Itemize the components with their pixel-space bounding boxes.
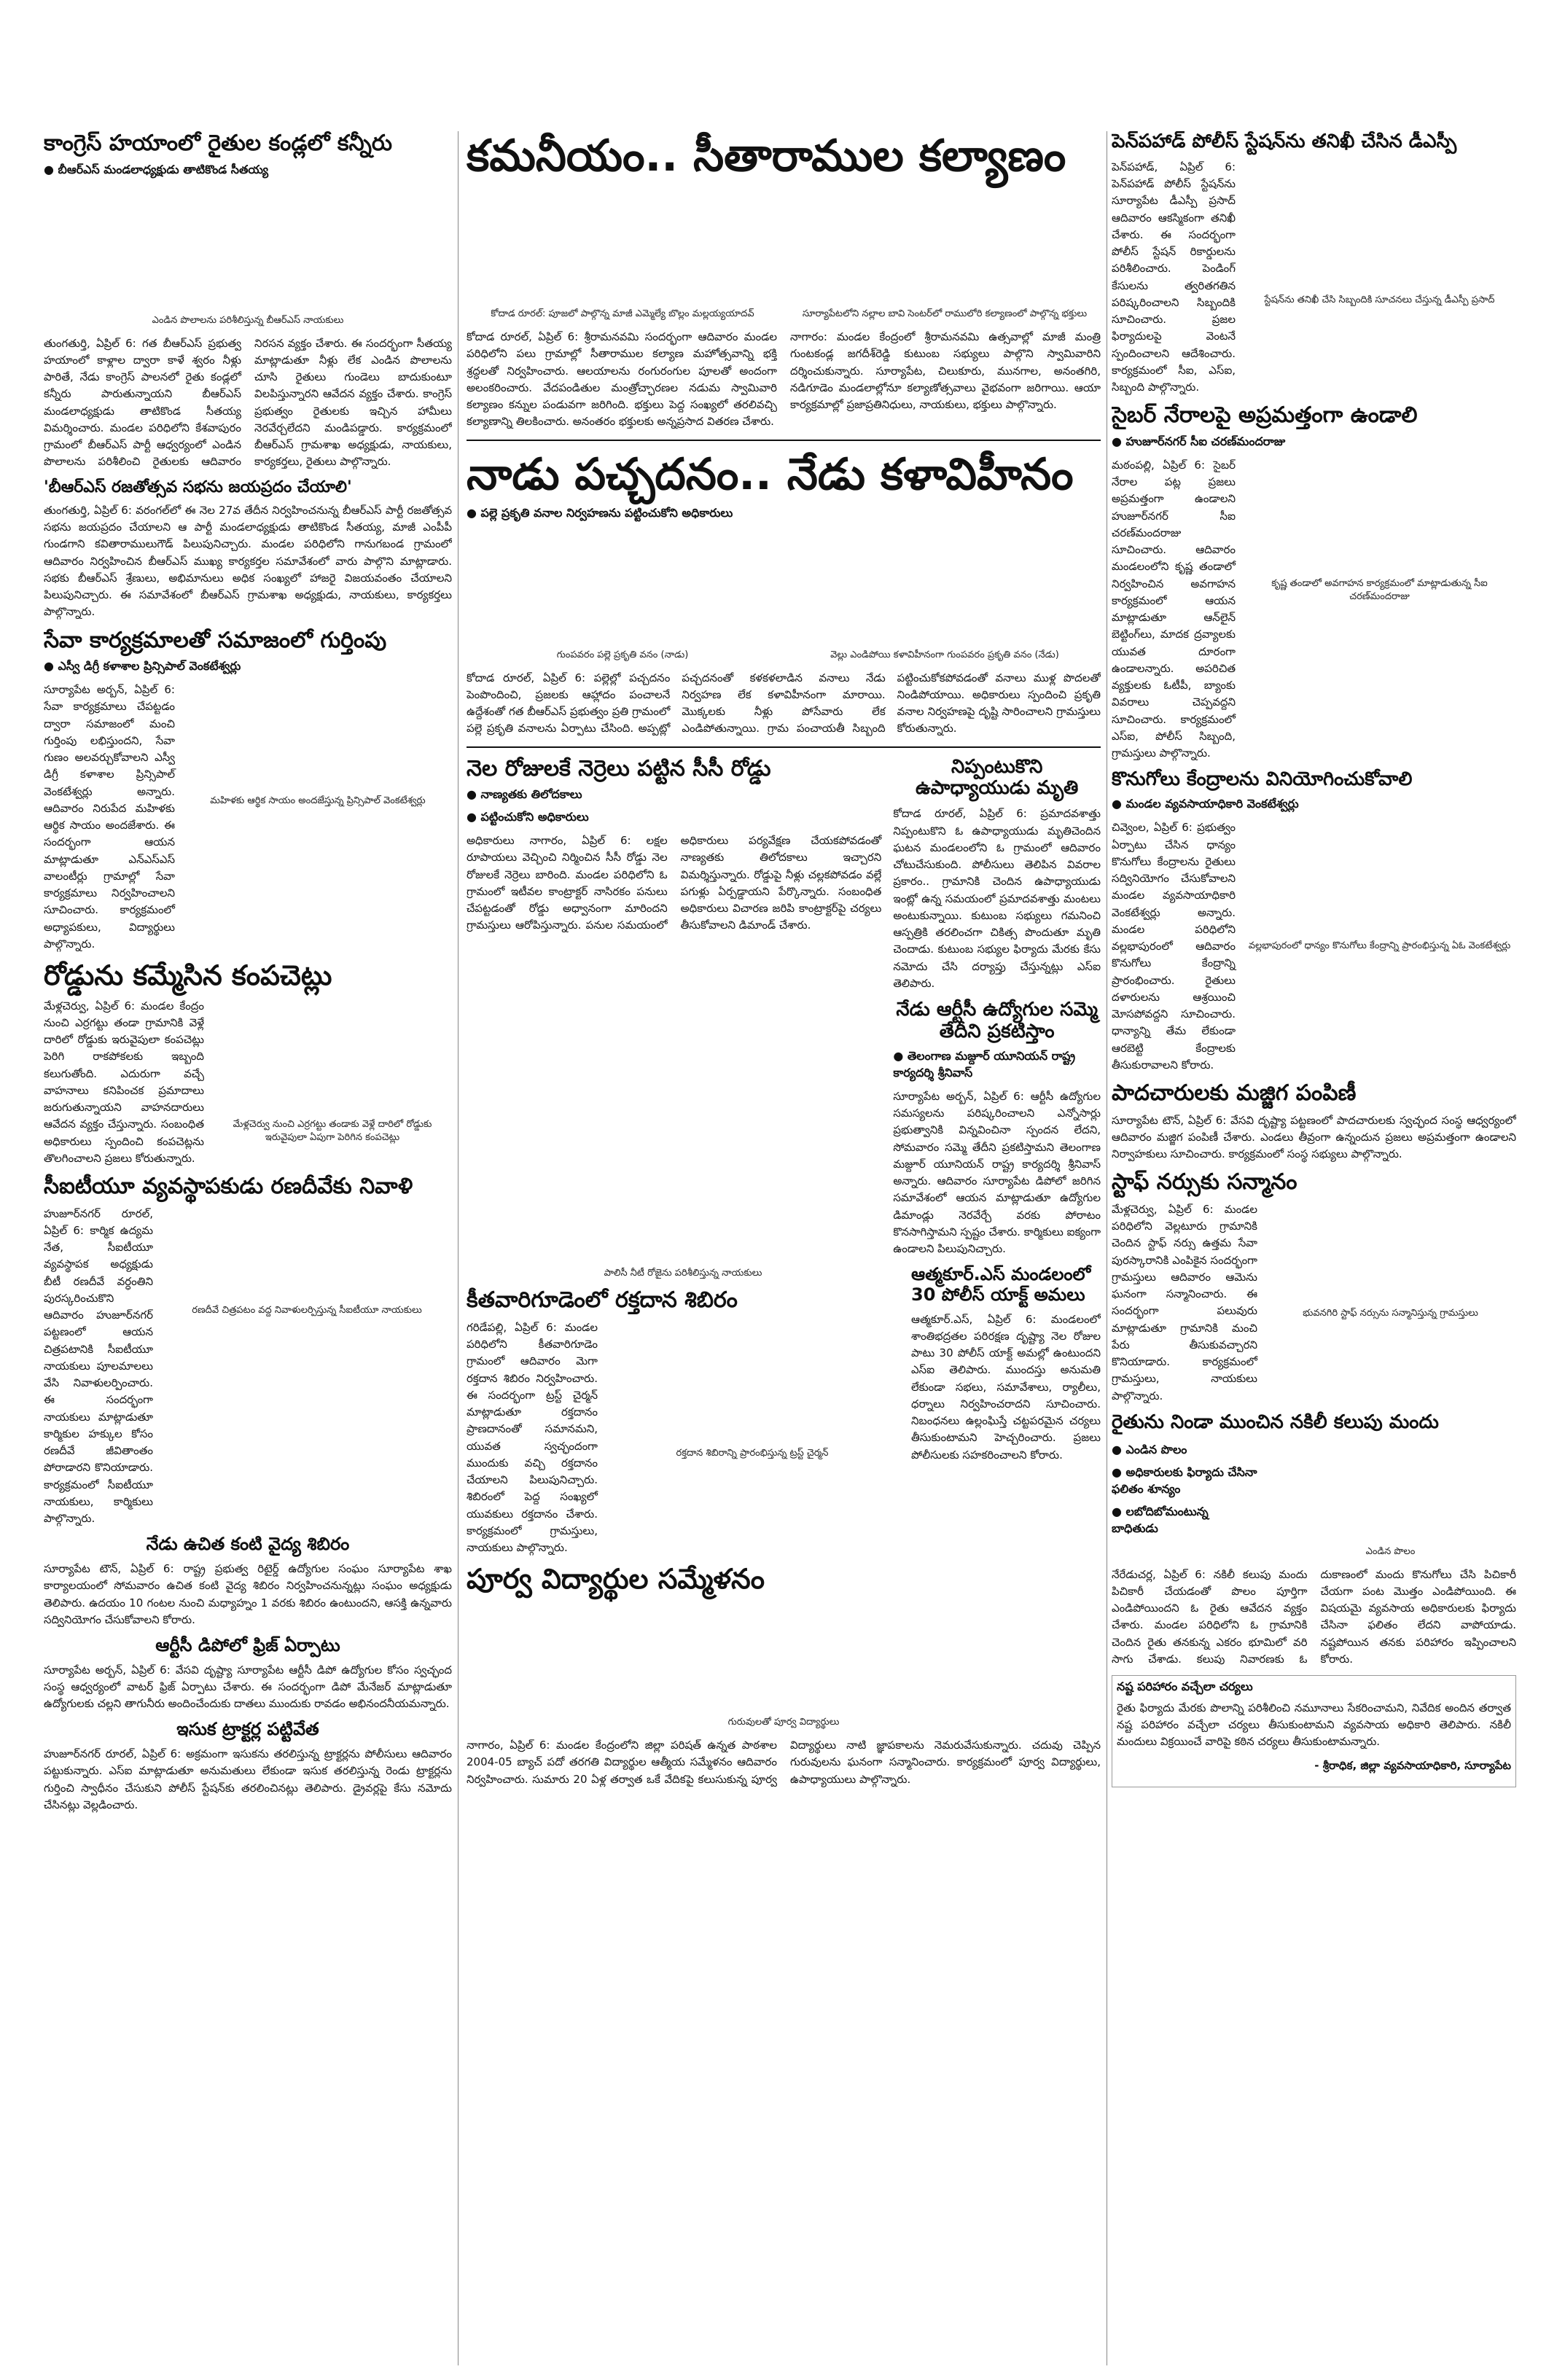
headline-farmers-tears: కాంగ్రెస్ హయాంలో రైతుల కండ్లలో కన్నీరు: [44, 131, 393, 156]
headline-eye-camp: నేడు ఉచిత కంటి వైద్య శిబిరం: [146, 1534, 350, 1555]
article-body: తుంగతుర్తి, ఏప్రిల్ 6: గత బీఆర్ఎస్ ప్రభుత్వ హయాంలో కాళ్లాల ద్వారా కాళే శ్వరం నీళ్లు పారితే, నేడు కాంగ్రెస్ పాలనలో రైతు కండ్లలో కన్నీరు పారుతున్నాయని బీఆర్ఎస్ మండలాధ్యక్షుడు తాటికొండ సీతయ్య విమర్శించారు. మండల పరిధిలోని కేశవాపురం గ్రామంలో బీఆర్ఎస్ పార్టీ ఆధ్వర్యంలో ఎండిన పొలాలను పరిశీలించి రైతులకు ఆదివారం నిరసన వ్యక్తం చేశారు. ఈ సందర్భంగా సీతయ్య మాట్లాడుతూ నీళ్లు లేక ఎండిన పొలాలను చూసి రైతులు గుండెలు బాదుకుంటూ విలపిస్తున్నారని ఆవేదన వ్యక్తం చేశారు. కాంగ్రెస్ ప్రభుత్వం రైతులకు ఇచ్చిన హామీలు నెరవేర్చలేదని మండిపడ్డారు. కార్యక్రమంలో బీఆర్ఎస్ గ్రామశాఖ అధ్యక్షుడు, నాయకులు, కార్యకర్తలు, రైతులు పాల్గొన్నారు.: [44, 336, 452, 469]
photo: [467, 195, 778, 304]
article-layout: [1112, 1201, 1516, 1412]
article-body: హుజూర్‌నగర్ రూరల్, ఏప్రిల్ 6: అక్రమంగా ఇసుకను తరలిస్తున్న ట్రాక్టర్లను పోలీసులు ఆదివారం పట్టుకున్నారు. ఎస్ఐ మాట్లాడుతూ అనుమతులు లేకుండా ఇసుక తరలిస్తున్న రెండు ట్రాక్టర్లను గుర్తించి స్వాధీనం చేసుకుని పోలీస్ స్టేషన్‌కు తరలించినట్లు తెలిపారు. డ్రైవర్లపై కేసు నమోదు చేసినట్లు వెల్లడించారు.: [44, 1747, 452, 1811]
photo-caption: వెల్లు ఎండిపోయి కళావిహీనంగా గుంపవరం ప్రకృతి వనం (నేడు): [830, 649, 1059, 660]
article-columns: [467, 329, 1101, 431]
photo-block: [1243, 159, 1516, 404]
article-body: కోదాడ రూరల్, ఏప్రిల్ 6: శ్రీరామనవమి సందర్భంగా ఆదివారం మండల పరిధిలోని పలు గ్రామాల్లో సీతారాముల కల్యాణ మహోత్సవాన్ని భక్తి శ్రద్ధలతో నిర్వహించారు. ఆలయాలను రంగురంగుల పూలతో అందంగా అలంకరించారు. వేదపండితుల మంత్రోచ్ఛారణల నడుమ స్వామివారి కల్యాణం కన్నుల పండువగా జరిగింది. భక్తులు పెద్ద సంఖ్యలో తరలివచ్చి కల్యాణాన్ని తిలకించారు. అనంతరం భక్తులకు అన్నప్రసాద వితరణ చేశారు.: [467, 330, 777, 429]
article-body: నాగారం, ఏప్రిల్ 6: మండల కేంద్రంలోని జిల్లా పరిషత్ ఉన్నత పాఠశాల 2004-05 బ్యాచ్ పదో తరగతి విద్యార్థుల ఆత్మీయ సమ్మేళనం ఆదివారం నిర్వహించారు. సుమారు 20 ఏళ్ల తర్వాత ఒకే వేదికపై కలుసుకున్న పూర్వ విద్యార్థులు నాటి జ్ఞాపకాలను నెమరువేసుకున్నారు. చదువు చెప్పిన గురువులను ఘనంగా సన్మానించారు. కార్యక్రమంలో పూర్వ విద్యార్థులు, ఉపాధ్యాయులు పాల్గొన్నారు.: [467, 1739, 1101, 1786]
article-blood-donation: [467, 1265, 900, 1564]
article-body: పెన్‌పహాడ్, ఏప్రిల్ 6: పెన్‌పహాడ్ పోలీస్ స్టేషన్‌ను సూర్యాపేట డీఎస్పీ ప్రసాద్ ఆదివారం ఆకస్మికంగా తనిఖీ చేశారు. ఈ సందర్భంగా పోలీస్ స్టేషన్ రికార్డులను పరిశీలించారు. పెండింగ్ కేసులను త్వరితగతిన పరిష్కరించాలని సిబ్బందికి సూచించారు. ప్రజల ఫిర్యాదులపై వెంటనే స్పందించాలని ఆదేశించారు. కార్యక్రమంలో సీఐ, ఎస్ఐ, సిబ్బంది పాల్గొన్నారు.: [1112, 160, 1236, 394]
photo-caption: మేళ్లచెర్వు నుంచి ఎర్రగట్టు తండాకు వెళ్లే దారిలో రోడ్డుకు ఇరువైపులా ఏపుగా పెరిగిన కంపచెట్లు: [233, 1118, 432, 1143]
photo: [467, 536, 778, 645]
photo-caption: పాలిసీ నీటీ రోజైను పరిశీలిస్తున్న నాయకులు: [604, 1268, 762, 1279]
article-body: సూర్యాపేట అర్బన్, ఏప్రిల్ 6: సేవా కార్యక్రమాలు చేపట్టడం ద్వారా సమాజంలో మంచి గుర్తింపు లభిస్తుందని, సేవా గుణం అలవర్చుకోవాలని ఎస్వీ డిగ్రీ కళాశాల ప్రిన్సిపాల్ వెంకటేశ్వర్లు అన్నారు. ఆదివారం నిరుపేద మహిళకు ఆర్థిక సాయం అందజేశారు. ఈ సందర్భంగా ఆయన మాట్లాడుతూ ఎన్ఎస్ఎస్ వాలంటీర్లు గ్రామాల్లో సేవా కార్యక్రమాలు నిర్వహించాలని సూచించారు. కార్యక్రమంలో అధ్యాపకులు, విద్యార్థులు పాల్గొన్నారు.: [44, 683, 175, 951]
byline: - శ్రీరాధిక, జిల్లా వ్యవసాయాధికారి, సూర్యాపేట: [1314, 1759, 1511, 1773]
article-body: అధికారులు నాగారం, ఏప్రిల్ 6: లక్షల రూపాయలు వెచ్చించి నిర్మించిన సీసీ రోడ్డు నెల రోజులకే నెర్రెలు బారింది. మండల పరిధిలోని ఓ గ్రామంలో ఇటీవల కాంట్రాక్టర్ నాసిరకం పనులు చేపట్టడంతో రోడ్డు అధ్వానంగా మారిందని గ్రామస్తులు ఆరోపిస్తున్నారు. పనుల సమయంలో అధికారులు పర్యవేక్షణ చేయకపోవడంతో నాణ్యతకు తిలోదకాలు ఇచ్చారని విమర్శిస్తున్నారు. రోడ్డుపై నీళ్లు చల్లకపోవడం వల్లే పగుళ్లు ఏర్పడ్డాయని పేర్కొన్నారు. సంబంధిత అధికారులు విచారణ జరిపి కాంట్రాక్టర్‌పై చర్యలు తీసుకోవాలని డిమాండ్ చేశారు.: [467, 834, 882, 932]
article-body: గరిడేపల్లి, ఏప్రిల్ 6: మండల పరిధిలోని కీతవారిగూడెం గ్రామంలో ఆదివారం మెగా రక్తదాన శిబిరం నిర్వహించారు. ఈ సందర్భంగా ట్రస్ట్ చైర్మన్ మాట్లాడుతూ రక్తదానం ప్రాణదానంతో సమానమని, యువత స్వచ్ఛందంగా ముందుకు వచ్చి రక్తదానం చేయాలని పిలుపునిచ్చారు. శిబిరంలో పెద్ద సంఖ్యలో యువకులు రక్తదానం చేశారు. కార్యక్రమంలో గ్రామస్తులు, నాయకులు పాల్గొన్నారు.: [467, 1320, 598, 1555]
photo: [789, 195, 1101, 304]
article-body: తుంగతుర్తి, ఏప్రిల్ 6: వరంగల్‌లో ఈ నెల 27వ తేదీన నిర్వహించనున్న బీఆర్ఎస్ పార్టీ రజతోత్సవ సభను జయప్రదం చేయాలని ఆ పార్టీ మండలాధ్యక్షుడు తాటికొండ సీతయ్య, మాజీ ఎంపీపీ గుండగాని కవితారాములుగౌడ్ పిలుపునిచ్చారు. మండల పరిధిలోని గానుగబండ గ్రామంలో ఆదివారం నిర్వహించిన బీఆర్ఎస్ ముఖ్య కార్యకర్తల సమావేశంలో వారు పాల్గొని మాట్లాడారు. సభకు బీఆర్ఎస్ శ్రేణులు, అభిమానులు అధిక సంఖ్యలో హాజరై విజయవంతం చేయాలని పిలుపునిచ్చారు. ఈ సమావేశంలో బీఆర్ఎస్ గ్రామశాఖ అధ్యక్షుడు, నాయకులు, కార్యకర్తలు పాల్గొన్నారు.: [44, 503, 452, 619]
headline-dsp-inspection: పెన్‌పహాడ్ పోలీస్ స్టేషన్‌ను తనిఖీ చేసిన డీఎస్పీ: [1112, 131, 1457, 152]
photo-caption: ఎండిన పొలం: [1365, 1545, 1416, 1557]
photo-caption: గుంపవరం పల్లె ప్రకృతి వనం (నాడు): [556, 649, 689, 660]
article-body: ఆత్మకూర్.ఎస్, ఏప్రిల్ 6: మండలంలో శాంతిభద్రతల పరిరక్షణ దృష్ట్యా నెల రోజుల పాటు 30 పోలీస్ యాక్ట్ అమల్లో ఉంటుందని ఎస్ఐ తెలిపారు. ముందస్తు అనుమతి లేకుండా సభలు, సమావేశాలు, ర్యాలీలు, ధర్నాలు నిర్వహించరాదని సూచించారు. నిబంధనలు ఉల్లంఘిస్తే చట్టపరమైన చర్యలు తీసుకుంటామని హెచ్చరించారు. ప్రజలు పోలీసులకు సహకరించాలని కోరారు.: [911, 1312, 1101, 1462]
article-row: [467, 1265, 1101, 1564]
photo: [467, 1603, 1101, 1712]
photo-block: [789, 187, 1101, 329]
photo-caption: కృష్ణ తండాలో అవగాహన కార్యక్రమంలో మాట్లాడుతున్న సీఐ చరణ్‌మందరాజు: [1271, 577, 1488, 602]
photo-block: [1243, 819, 1516, 1081]
headline-fridge: ఆర్టీసీ డిపోలో ఫ్రిజ్ ఏర్పాటు: [155, 1635, 340, 1656]
photo: [1243, 166, 1516, 290]
divider: [467, 440, 1101, 441]
headline-alumni-meet: పూర్వ విద్యార్థుల సమ్మేళనం: [467, 1563, 765, 1596]
article-body: కోదాడ రూరల్, ఏప్రిల్ 6: ప్రమాదవశాత్తు నిప్పంటుకొని ఓ ఉపాధ్యాయుడు మృతిచెందిన ఘటన మండలంలోని ఓ గ్రామంలో ఆదివారం చోటుచేసుకుంది. పోలీసులు తెలిపిన వివరాల ప్రకారం.. గ్రామానికి చెందిన ఉపాధ్యాయుడు ఇంట్లో ఉన్న సమయంలో ప్రమాదవశాత్తు మంటలు అంటుకున్నాయి. కుటుంబ సభ్యులు గమనించి ఆస్పత్రికి తరలించగా చికిత్స పొందుతూ మృతి చెందాడు. కుటుంబ సభ్యుల ఫిర్యాదు మేరకు కేసు నమోదు చేసి దర్యాప్తు చేస్తున్నట్లు ఎస్ఐ తెలిపారు.: [893, 807, 1101, 990]
photo: [605, 1327, 900, 1443]
article-body: చివ్వెంల, ఏప్రిల్ 6: ప్రభుత్వం ఏర్పాటు చేసిన ధాన్యం కొనుగోలు కేంద్రాలను రైతులు సద్వినియోగం చేసుకోవాలని మండల వ్యవసాయాధికారి వెంకటేశ్వర్లు అన్నారు. మండల పరిధిలోని వల్లభాపురంలో ఆదివారం కొనుగోలు కేంద్రాన్ని ప్రారంభించారు. రైతులు దళారులను ఆశ్రయించి మోసపోవద్దని సూచించారు. ధాన్యాన్ని తేమ లేకుండా ఆరబెట్టి కేంద్రాలకు తీసుకురావాలని కోరారు.: [1112, 821, 1236, 1072]
article-layout: [1112, 159, 1516, 404]
photo: [1243, 464, 1516, 574]
headline-thorn-bushes: రోడ్డును కమ్మేసిన కంపచెట్లు: [44, 959, 332, 992]
subhead: ● హుజూర్‌నగర్ సీఐ చరణ్‌మందరాజు: [1112, 434, 1516, 451]
subhead: ● నాణ్యతకు తిలోదకాలు: [467, 787, 881, 804]
article-layout: [1112, 1440, 1516, 1566]
photo-caption: రక్తదాన శిబిరాన్ని ప్రారంభిస్తున్న ట్రస్ట్ చైర్మన్: [676, 1447, 829, 1459]
photo-block: [467, 528, 778, 670]
subhead-list: [1112, 1440, 1257, 1566]
photo-caption: సూర్యాపేటలోని నల్లాల బావి సెంటర్‌లో రాములోరి కల్యాణంలో పాల్గొన్న భక్తులు: [802, 308, 1088, 319]
headline-sand-tractors: ఇసుక ట్రాక్టర్ల పట్టివేత: [176, 1719, 319, 1740]
headline-cc-road: నెల రోజులకే నెర్రెలు పట్టిన సీసీ రోడ్డు: [467, 755, 771, 781]
subhead: ● తెలంగాణ మజ్దూర్ యూనియన్ రాష్ట్ర కార్యదర్శి శ్రీనివాస్: [893, 1049, 1101, 1082]
photo: [1265, 1209, 1516, 1303]
headline-sita-rama-kalyanam: కమనీయం.. సీతారాముల కల్యాణం: [467, 131, 1066, 182]
article-layout: [1112, 819, 1516, 1081]
subhead: ● ఎస్వీ డిగ్రీ కళాశాల ప్రిన్సిపాల్ వెంకటేశ్వర్లు: [44, 659, 452, 676]
headline-teacher-death: నిప్పంటుకొని ఉపాధ్యాయుడు మృతి: [915, 755, 1079, 800]
photo-block: [184, 682, 452, 960]
article-layout: [1112, 457, 1516, 770]
subhead: ● మండల వ్యవసాయాధికారి వెంకటేశ్వర్లు: [1112, 797, 1516, 814]
photo-block: [162, 1206, 452, 1535]
headline-rally: 'బీఆర్ఎస్ రజతోత్సవ సభను జయప్రదం చేయాలి': [44, 477, 352, 496]
headline-buttermilk: పాదచారులకు మజ్జిగ పంపిణీ: [1112, 1080, 1357, 1107]
headline-blood-donation: కీతవారిగూడెంలో రక్తదాన శిబిరం: [467, 1287, 738, 1314]
article-layout: [44, 998, 452, 1175]
photo: [1243, 827, 1516, 936]
photo-caption: మహిళకు ఆర్థిక సాయం అందజేస్తున్న ప్రిన్సిపాల్ వెంకటేశ్వర్లు: [210, 795, 426, 807]
photo-caption: స్టేషన్‌ను తనిఖీ చేసి సిబ్బందికి సూచనలు చేస్తున్న డీఎస్పీ ప్రసాద్: [1264, 294, 1495, 305]
article-body: సూర్యాపేట అర్బన్, ఏప్రిల్ 6: వేసవి దృష్ట్యా సూర్యాపేట ఆర్టీసీ డిపో ఉద్యోగుల కోసం స్వచ్ఛంద సంస్థ ఆధ్వర్యంలో వాటర్ ఫ్రిజ్ ఏర్పాటు చేశారు. ఈ సందర్భంగా డిపో మేనేజర్ మాట్లాడుతూ ఉద్యోగులకు చల్లని తాగునీరు అందించేందుకు దాతలు ముందుకు రావడం అభినందనీయమన్నారు.: [44, 1663, 452, 1711]
article-body: నాగారం: మండల కేంద్రంలో శ్రీరామనవమి ఉత్సవాల్లో మాజీ మంత్రి గుంటకండ్ల జగదీశ్‌రెడ్డి కుటుంబ సభ్యులు పాల్గొని స్వామివారిని దర్శించుకున్నారు. సూర్యాపేట, చిలుకూరు, మునగాల, అనంతగిరి, నడిగూడెం మండలాల్లోనూ కల్యాణోత్సవాలు వైభవంగా జరిగాయి. ఆయా కార్యక్రమాల్లో ప్రజాప్రతినిధులు, నాయకులు, భక్తులు పాల్గొన్నారు.: [790, 330, 1101, 411]
article-row: [467, 757, 1101, 1265]
subhead: ● పట్టించుకోని అధికారులు: [467, 810, 881, 827]
headline-service: సేవా కార్యక్రమాలతో సమాజంలో గుర్తింపు: [44, 627, 387, 653]
box-heading: నష్ట పరిహారం వచ్చేలా చర్యలు: [1117, 1679, 1253, 1694]
photo-caption: కోదాడ రూరల్: పూజలో పాల్గొన్న మాజీ ఎమ్మెల్యే బొల్లం మల్లయ్యయాదవ్: [491, 308, 754, 319]
article-body: నేరేడుచర్ల, ఏప్రిల్ 6: నకిలీ కలుపు మందు పిచికారీ చేయడంతో పొలం పూర్తిగా ఎండిపోయిందని ఓ రైతు ఆవేదన వ్యక్తం చేశారు. మండల పరిధిలోని ఓ గ్రామానికి చెందిన రైతు తనకున్న ఎకరం భూమిలో వరి సాగు చేశాడు. కలుపు నివారణకు ఓ దుకాణంలో మందు కొనుగోలు చేసి పిచికారీ చేయగా పంట మొత్తం ఎండిపోయింది. ఈ విషయమై వ్యవసాయ అధికారులకు ఫిర్యాదు చేసినా ఫలితం లేదని వాపోయాడు. నష్టపోయిన తనకు పరిహారం ఇప్పించాలని కోరారు.: [1112, 1567, 1516, 1666]
article-layout: [44, 682, 452, 960]
sidebar-box: [1112, 1675, 1516, 1787]
headline-citu: సీఐటీయూ వ్యవస్థాపకుడు రణదీవేకు నివాళి: [44, 1174, 413, 1200]
photo-caption: గురువులతో పూర్వ విద్యార్థులు: [727, 1717, 840, 1728]
photo-caption: వల్లభాపురంలో ధాన్యం కొనుగోలు కేంద్రాన్ని ప్రారంభిస్తున్న ఏఓ వెంకటేశ్వర్లు: [1248, 940, 1511, 952]
photo-block: [467, 187, 778, 329]
photo-block: [605, 1319, 900, 1564]
column-left: [44, 131, 452, 2365]
photo-block: [1243, 457, 1516, 770]
article-police-act: [911, 1265, 1101, 1564]
photo: [789, 536, 1101, 645]
article-body: రైతు ఫిర్యాదు మేరకు పొలాన్ని పరిశీలించి నమూనాలు సేకరించామని, నివేదిక అందిన తర్వాత నష్ట పరిహారం వచ్చేలా చర్యలు తీసుకుంటామని వ్యవసాయ అధికారి తెలిపారు. నకిలీ మందులు విక్రయించే వారిపై కఠిన చర్యలు తీసుకుంటామన్నారు.: [1117, 1701, 1511, 1749]
article-layout: [44, 1206, 452, 1535]
headline-staff-nurse: స్టాఫ్ నర్సుకు సన్మానం: [1112, 1169, 1298, 1195]
photo-block: [1265, 1440, 1516, 1566]
subhead: ● లబోదిబోమంటున్న బాధితుడు: [1112, 1505, 1257, 1538]
photo: [44, 187, 452, 311]
photo: [1265, 1447, 1516, 1542]
headline-nature-parks: నాడు పచ్చదనం.. నేడు కళావిహీనం: [467, 448, 1074, 500]
subhead: ● పల్లె ప్రకృతి వనాల నిర్వహణను పట్టించుకోని అధికారులు: [467, 506, 1101, 523]
article-body: సూర్యాపేట అర్బన్, ఏప్రిల్ 6: ఆర్టీసీ ఉద్యోగుల సమస్యలను పరిష్కరించాలని ఎన్నోసార్లు ప్రభుత్వానికి విన్నవించినా స్పందన లేదని, సోమవారం సమ్మె తేదీని ప్రకటిస్తామని తెలంగాణ మజ్దూర్ యూనియన్ రాష్ట్ర కార్యదర్శి శ్రీనివాస్ అన్నారు. ఆదివారం సూర్యాపేట డిపోలో జరిగిన సమావేశంలో ఆయన మాట్లాడుతూ ఉద్యోగుల డిమాండ్లు నెరవేర్చే వరకు పోరాటం కొనసాగిస్తామని స్పష్టం చేశారు. కార్మికులు ఐక్యంగా ఉండాలని పిలుపునిచ్చారు.: [893, 1089, 1101, 1256]
photo: [213, 1005, 452, 1115]
article-body: మేళ్లచెర్వు, ఏప్రిల్ 6: మండల పరిధిలోని వెల్లటూరు గ్రామానికి చెందిన స్టాఫ్ నర్సు ఉత్తమ సేవా పురస్కారానికి ఎంపికైన సందర్భంగా గ్రామస్తులు ఆదివారం ఆమెను ఘనంగా సన్మానించారు. ఈ సందర్భంగా పలువురు మాట్లాడుతూ గ్రామానికి మంచి పేరు తీసుకువచ్చారని కొనియాడారు. కార్యక్రమంలో గ్రామస్తులు, నాయకులు పాల్గొన్నారు.: [1112, 1202, 1257, 1402]
photo-row: [467, 187, 1101, 329]
article-layout: [467, 1319, 900, 1564]
article-body: మేళ్లచెర్వు, ఏప్రిల్ 6: మండల కేంద్రం నుంచి ఎర్రగట్టు తండా గ్రామానికి వెళ్లే దారిలో రోడ్డుకు ఇరువైపులా కంపచెట్లు పెరిగి రాకపోకలకు ఇబ్బంది కలుగుతోంది. ఎదురుగా వచ్చే వాహనాలు కనిపించక ప్రమాదాలు జరుగుతున్నాయని వాహనదారులు ఆవేదన వ్యక్తం చేస్తున్నారు. సంబంధిత అధికారులు స్పందించి కంపచెట్లను తొలగించాలని ప్రజలు కోరుతున్నారు.: [44, 999, 204, 1165]
photo-block: [789, 528, 1101, 670]
article-body: సూర్యాపేట టౌన్, ఏప్రిల్ 6: రాష్ట్ర ప్రభుత్వ రిటైర్డ్ ఉద్యోగుల సంఘం సూర్యాపేట శాఖ కార్యాలయంలో సోమవారం ఉచిత కంటి వైద్య శిబిరం నిర్వహించనున్నట్లు సంఘం అధ్యక్షుడు తెలిపారు. ఉదయం 10 గంటల నుంచి మధ్యాహ్నం 1 వరకు శిబిరం ఉంటుందని, ఆసక్తి ఉన్నవారు సద్వినియోగం చేసుకోవాలని కోరారు.: [44, 1562, 452, 1626]
photo-caption: రణదీవే చిత్రపటం వద్ద నివాళులర్పిస్తున్న సీఐటీయూ నాయకులు: [192, 1304, 422, 1316]
headline-procurement-centres: కొనుగోలు కేంద్రాలను వినియోగించుకోవాలి: [1112, 768, 1413, 791]
photo-caption: ఎండిన పొలాలను పరిశీలిస్తున్న బీఆర్ఎస్ నాయకులు: [152, 314, 344, 326]
article-body: సూర్యాపేట టౌన్, ఏప్రిల్ 6: వేసవి దృష్ట్యా పట్టణంలో పాదచారులకు స్వచ్ఛంద సంస్థ ఆధ్వర్యంలో ఆదివారం మజ్జిగ పంపిణీ చేశారు. ఎండలు తీవ్రంగా ఉన్నందున ప్రజలు అప్రమత్తంగా ఉండాలని నిర్వాహకులు సూచించారు. కార్యక్రమంలో సంస్థ సభ్యులు పాల్గొన్నారు.: [1112, 1113, 1516, 1161]
subhead: ● ఎండిన పొలం: [1112, 1443, 1257, 1459]
article-body: మఠంపల్లి, ఏప్రిల్ 6: సైబర్ నేరాల పట్ల ప్రజలు అప్రమత్తంగా ఉండాలని హుజూర్‌నగర్ సీఐ చరణ్‌మందరాజు సూచించారు. ఆదివారం మండలంలోని కృష్ణ తండాలో నిర్వహించిన అవగాహన కార్యక్రమంలో ఆయన మాట్లాడుతూ ఆన్‌లైన్ బెట్టింగ్‌లు, మాదక ద్రవ్యాలకు యువత దూరంగా ఉండాలన్నారు. అపరిచిత వ్యక్తులకు ఓటీపీ, బ్యాంకు వివరాలు చెప్పవద్దని సూచించారు. కార్యక్రమంలో ఎస్ఐ, పోలీస్ సిబ్బంది, గ్రామస్తులు పాల్గొన్నారు.: [1112, 458, 1236, 760]
subhead: ● అధికారులకు ఫిర్యాదు చేసినా ఫలితం శూన్యం: [1112, 1465, 1257, 1499]
headline-cyber-crime: సైబర్ నేరాలపై అప్రమత్తంగా ఉండాలి: [1112, 402, 1418, 429]
photo-caption: భువనగిరి స్టాఫ్ నర్సును సన్మానిస్తున్న గ్రామస్తులు: [1303, 1307, 1478, 1319]
headline-rtc-strike: నేడు ఆర్టీసీ ఉద్యోగుల సమ్మె తేదీని ప్రకటిస్తాం: [896, 999, 1098, 1042]
photo-row: [467, 528, 1101, 670]
photo: [184, 689, 452, 791]
divider: [467, 746, 1101, 748]
article-teacher-death: [893, 757, 1101, 1265]
column-right: [1112, 131, 1516, 2365]
headline-fake-herbicide: రైతును నిండా ముంచిన నకిలీ కలుపు మందు: [1112, 1411, 1439, 1433]
photo: [162, 1213, 452, 1300]
article-body: కోదాడ రూరల్, ఏప్రిల్ 6: పల్లెల్లో పచ్చదనం పెంపొందించి, ప్రజలకు ఆహ్లాదం పంచాలనే ఉద్దేశంతో గత బీఆర్ఎస్ ప్రభుత్వం ప్రతి గ్రామంలో పల్లె ప్రకృతి వనాలను ఏర్పాటు చేసింది. అప్పట్లో పచ్చదనంతో కళకళలాడిన వనాలు నేడు నిర్వహణ లేక కళావిహీనంగా మారాయి. మొక్కలకు నీళ్లు పోసేవారు లేక ఎండిపోతున్నాయి. గ్రామ పంచాయతీ సిబ్బంది పట్టించుకోకపోవడంతో వనాలు ముళ్ల పొదలతో నిండిపోయాయి. అధికారులు స్పందించి ప్రకృతి వనాల నిర్వహణపై దృష్టి సారించాలని గ్రామస్తులు కోరుతున్నారు.: [467, 671, 1101, 736]
article-cc-road: [467, 757, 881, 1265]
subhead: ● బీఆర్ఎస్ మండలాధ్యక్షుడు తాటికొండ సీతయ్య: [44, 163, 452, 179]
photo-block: [1265, 1201, 1516, 1412]
photo-block: [213, 998, 452, 1175]
headline-police-act: ఆత్మకూర్.ఎస్ మండలంలో 30 పోలీస్ యాక్ట్ అమలు: [911, 1264, 1091, 1305]
column-center: [467, 131, 1101, 2365]
article-body: హుజూర్‌నగర్ రూరల్, ఏప్రిల్ 6: కార్మిక ఉద్యమ నేత, సీఐటీయూ వ్యవస్థాపక అధ్యక్షుడు బీటీ రణదీవే వర్ధంతిని పురస్కరించుకొని ఆదివారం హుజూర్‌నగర్ పట్టణంలో ఆయన చిత్రపటానికి సీఐటీయూ నాయకులు పూలమాలలు వేసి నివాళులర్పించారు. ఈ సందర్భంగా నాయకులు మాట్లాడుతూ కార్మికుల హక్కుల కోసం రణదీవే జీవితాంతం పోరాడారని కొనియాడారు. కార్యక్రమంలో సీఐటీయూ నాయకులు, కార్మికులు పాల్గొన్నారు.: [44, 1206, 153, 1526]
